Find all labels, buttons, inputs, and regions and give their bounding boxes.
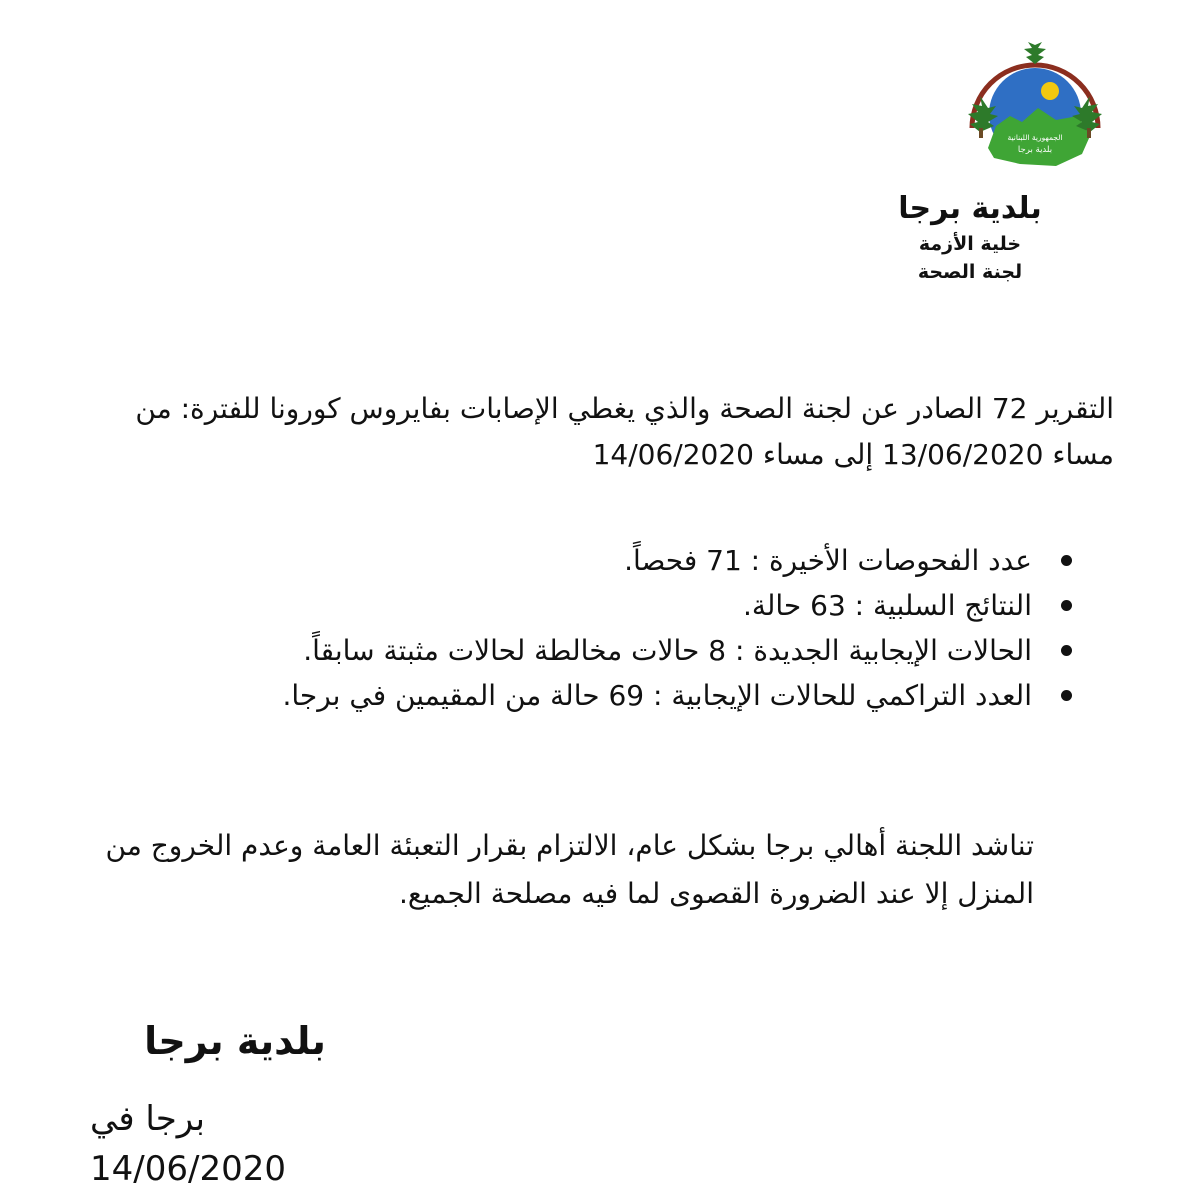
place-date: برجا في 14/06/2020	[90, 1099, 286, 1189]
crisis-cell-label: خلية الأزمة	[918, 233, 1022, 255]
seal-bottom-text: بلدية برجا	[1017, 145, 1053, 155]
seal-top-text: الجمهورية اللبنانية	[1007, 133, 1063, 142]
stats-list	[112, 538, 1072, 718]
stat-text: العدد التراكمي للحالات الإيجابية : 69 حالة من المقيمين في برجا.	[282, 679, 1032, 712]
list-item	[112, 583, 1072, 628]
bullet-icon	[1061, 555, 1072, 566]
list-item	[112, 538, 1072, 583]
appeal-paragraph: تناشد اللجنة أهالي برجا بشكل عام، الالتزام بقرار التعبئة العامة وعدم الخروج من المنزل إلا عند الضرورة القصوى لما فيه مصلحة الجميع.	[105, 829, 1034, 910]
municipality-seal-icon	[960, 36, 1110, 186]
signature: بلدية برجا	[144, 1019, 326, 1063]
stat-text: النتائج السلبية : 63 حالة.	[742, 589, 1032, 622]
stat-text: الحالات الإيجابية الجديدة : 8 حالات مخالطة لحالات مثبتة سابقاً.	[303, 634, 1032, 667]
list-item	[112, 673, 1072, 718]
health-committee-label: لجنة الصحة	[917, 261, 1023, 283]
bullet-icon	[1061, 690, 1072, 701]
list-item	[112, 628, 1072, 673]
stat-text: عدد الفحوصات الأخيرة : 71 فحصاً.	[624, 544, 1032, 577]
report-intro: التقرير 72 الصادر عن لجنة الصحة والذي يغطي الإصابات بفايروس كورونا للفترة: من مساء 13/06/2020 إلى مساء 14/06/2020	[135, 392, 1114, 471]
bullet-icon	[1061, 645, 1072, 656]
letterhead	[840, 188, 1100, 286]
municipality-name: بلدية برجا	[898, 191, 1042, 226]
cedar-top-icon	[1024, 42, 1046, 64]
bullet-icon	[1061, 600, 1072, 611]
